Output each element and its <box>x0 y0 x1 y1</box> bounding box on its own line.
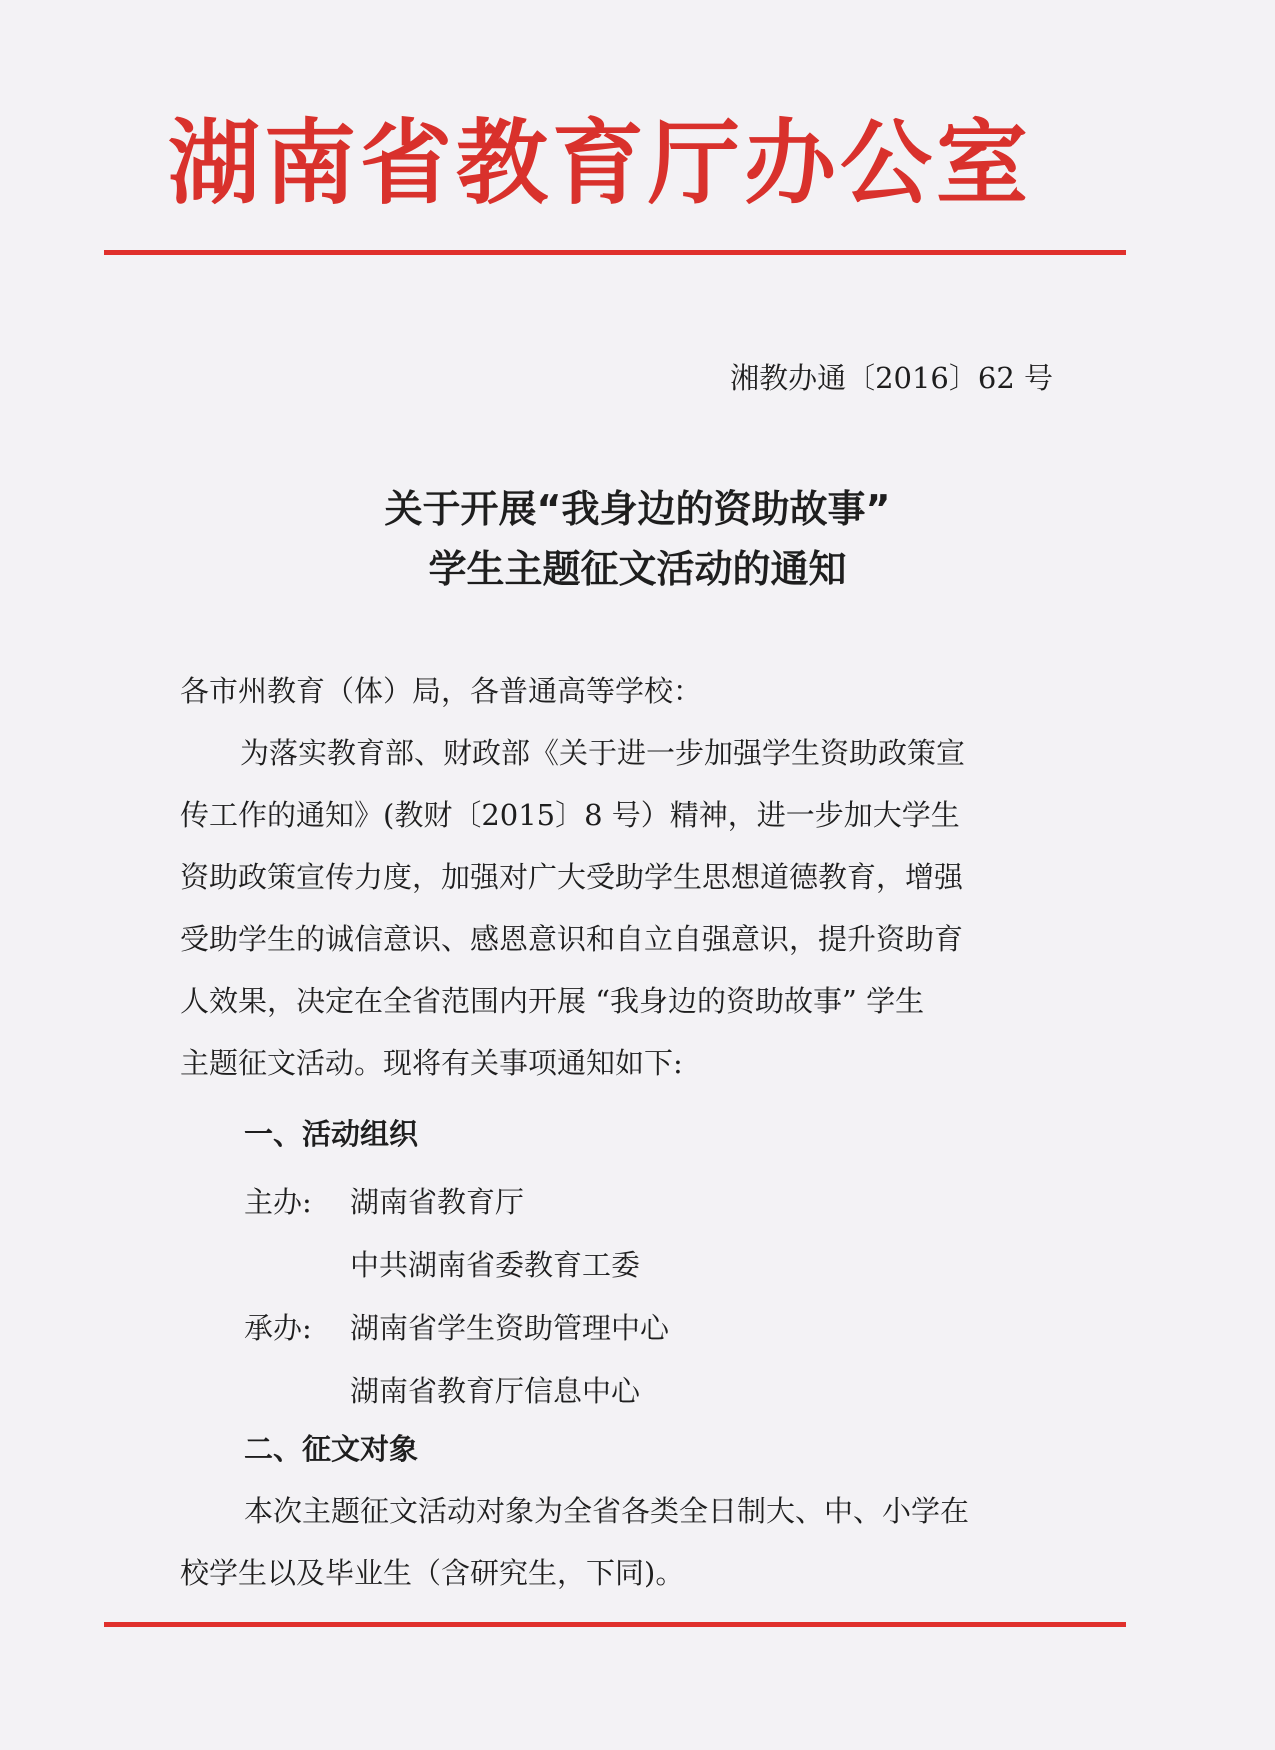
intro-line: 资助政策宣传力度，加强对广大受助学生思想道德教育，增强 <box>180 860 964 894</box>
intro-line: 人效果，决定在全省范围内开展 “我身边的资助故事” 学生 <box>180 984 925 1018</box>
host-name: 湖南省教育厅 <box>350 1185 525 1219</box>
section-2-line: 本次主题征文活动对象为全省各类全日制大、中、小学在 <box>244 1494 970 1528</box>
intro-line: 为落实教育部、财政部《关于进一步加强学生资助政策宣 <box>240 736 966 770</box>
organizer-name: 湖南省学生资助管理中心 <box>350 1311 670 1345</box>
section-1-heading: 一、活动组织 <box>244 1117 419 1151</box>
header-red-rule <box>104 250 1126 255</box>
intro-line: 传工作的通知》(教财〔2015〕8 号）精神，进一步加大学生 <box>180 798 960 832</box>
intro-line: 受助学生的诚信意识、感恩意识和自立自强意识，提升资助育 <box>180 922 964 956</box>
section-2-line: 校学生以及毕业生（含研究生，下同)。 <box>180 1556 685 1590</box>
section-2-heading: 二、征文对象 <box>244 1432 419 1466</box>
salutation: 各市州教育（体）局，各普通高等学校： <box>180 674 703 708</box>
notice-title-line-2: 学生主题征文活动的通知 <box>428 547 847 591</box>
host-label: 主办: <box>244 1185 312 1219</box>
document-number: 湘教办通〔2016〕62 号 <box>730 361 1053 395</box>
org-title: 湖南省教育厅办公室 <box>168 110 1033 217</box>
organizer-label: 承办: <box>244 1311 312 1345</box>
footer-red-rule <box>104 1622 1126 1627</box>
organizer-name: 湖南省教育厅信息中心 <box>350 1374 641 1408</box>
notice-title-line-1: 关于开展“我身边的资助故事” <box>384 487 891 531</box>
intro-line: 主题征文活动。现将有关事项通知如下: <box>180 1046 683 1080</box>
host-name: 中共湖南省委教育工委 <box>350 1248 641 1282</box>
